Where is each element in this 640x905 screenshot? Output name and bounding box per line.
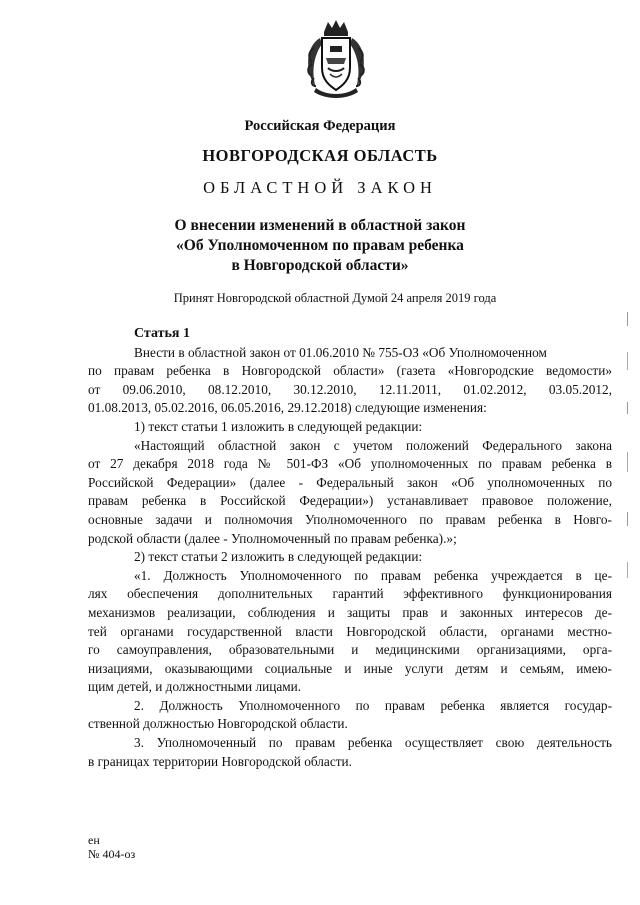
region-name: НОВГОРОДСКАЯ ОБЛАСТЬ <box>202 146 438 165</box>
body-line: ственной должностью Новгородской области. <box>88 716 348 732</box>
body-line: 3. Уполномоченный по правам ребенка осуществляет свою деятельность <box>134 735 612 751</box>
body-line: «Настоящий областной закон с учетом положений Федерального закона <box>134 437 612 453</box>
body-line: «1. Должность Уполномоченного по правам ребенка учреждается в це- <box>134 567 612 583</box>
body-line: родской области (далее - Уполномоченный по правам ребенка).»; <box>88 530 457 546</box>
document-type: ОБЛАСТНОЙ ЗАКОН <box>203 178 437 197</box>
coat-of-arms-emblem <box>302 18 370 100</box>
law-title-line: О внесении изменений в областной закон <box>174 217 466 234</box>
law-number: № 404-оз <box>88 847 136 861</box>
article-heading: Статья 1 <box>134 326 190 341</box>
body-line: щим детей, и должностными лицами. <box>88 679 302 695</box>
document-footer <box>88 833 135 861</box>
adoption-note: Принят Новгородской областной Думой 24 апреля 2019 года <box>173 291 497 305</box>
body-line: 01.08.2013, 05.02.2016, 06.05.2016, 29.12.2018) следующие изменения: <box>88 400 487 416</box>
body-line: Внести в областной закон от 01.06.2010 № 755-ОЗ «Об Уполномоченном <box>134 344 547 360</box>
executor-initials: ен <box>88 833 100 847</box>
body-line: 2) текст статьи 2 изложить в следующей редакции: <box>134 549 423 565</box>
law-title-line: «Об Уполномоченном по правам ребенка <box>176 237 464 254</box>
body-line: механизмов реализации, соблюдения и защиты прав и законных интересов де- <box>88 604 612 620</box>
margin-scan-marks <box>626 312 630 602</box>
body-line: Российской Федерации» (далее - Федеральный закон «Об уполномоченных по <box>88 474 612 490</box>
body-line: в границах территории Новгородской области. <box>88 753 352 769</box>
article-body <box>88 325 612 771</box>
body-line: тей органами государственной власти Новгородской области, органами местно- <box>88 623 612 639</box>
body-line: го самоуправления, образовательными и медицинскими организациями, орга- <box>88 642 612 658</box>
body-line: правам ребенка в Российской Федерации») устанавливает правовое положение, <box>88 493 612 509</box>
law-title-line: в Новгородской области» <box>231 257 409 274</box>
body-line: от 27 декабря 2018 года № 501-ФЗ «Об уполномоченных по правам ребенка в <box>88 456 612 472</box>
country-name: Российская Федерация <box>244 118 396 134</box>
body-line: основные задачи и полномочия Уполномоченного по правам ребенка в Новго- <box>88 511 612 527</box>
body-line: лях обеспечения дополнительных гарантий эффективного функционирования <box>88 586 612 602</box>
law-title <box>0 216 640 276</box>
body-line: низациями, оказывающими социальные и иные услуги детям и семьям, имею- <box>88 660 612 676</box>
body-line: 1) текст статьи 1 изложить в следующей редакции: <box>134 418 423 434</box>
body-line: 2. Должность Уполномоченного по правам ребенка является государ- <box>134 697 612 713</box>
body-line: от 09.06.2010, 08.12.2010, 30.12.2010, 12.11.2011, 01.02.2012, 03.05.2012, <box>88 381 612 397</box>
body-line: по правам ребенка в Новгородской области» (газета «Новгородские ведомости» <box>88 363 612 379</box>
